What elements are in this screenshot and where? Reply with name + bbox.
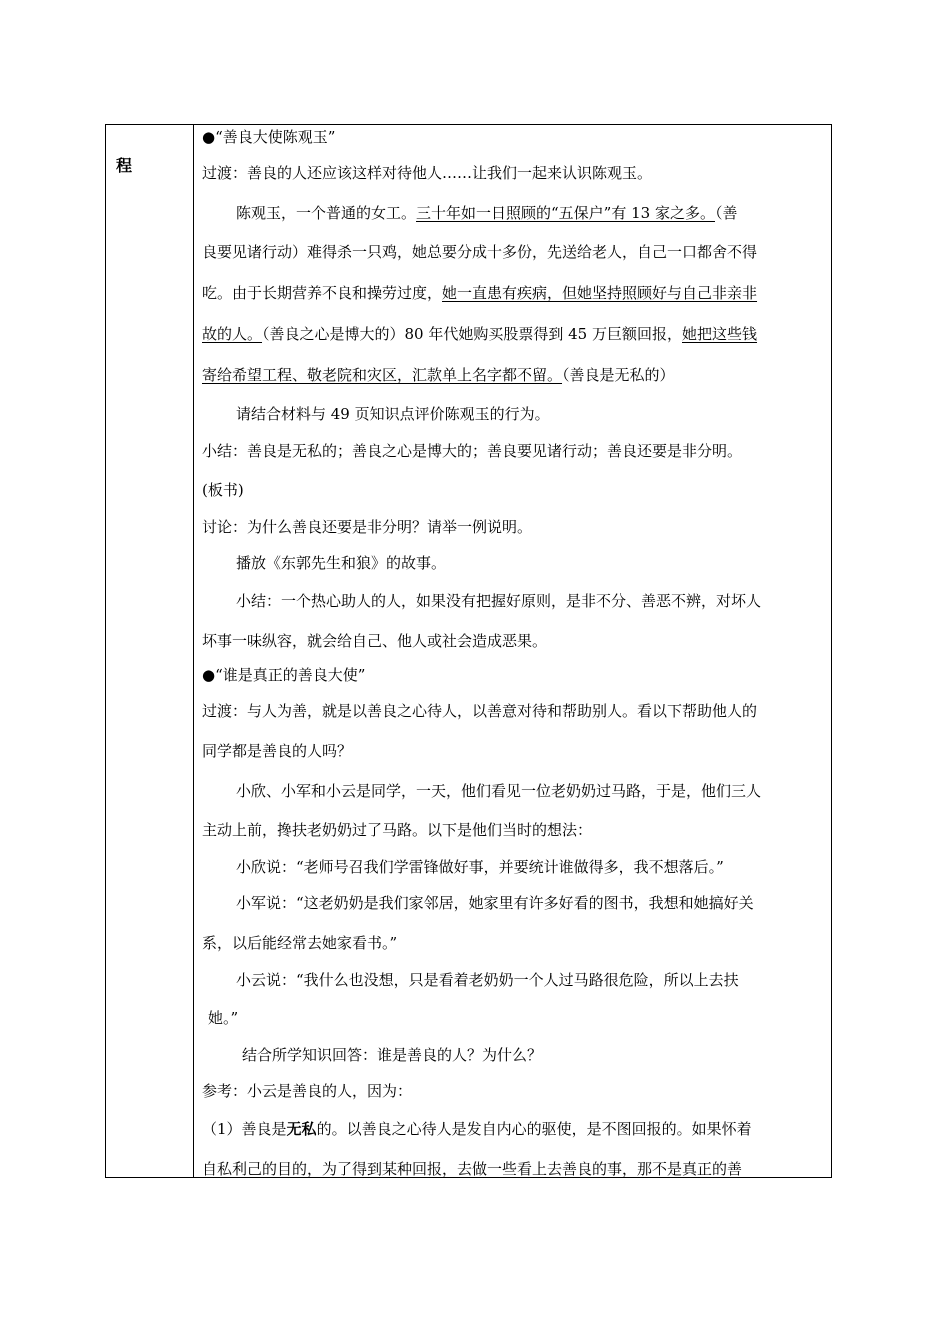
underlined-text: 寄给希望工程、敬老院和灾区，汇款单上名字都不留。 <box>202 366 563 384</box>
text-line: 良要见诸行动）难得杀一只鸡，她总要分成十多份，先送给老人，自己一口都舍不得 <box>202 243 758 261</box>
row-label: 程 <box>116 156 133 175</box>
text-line: 播放《东郭先生和狼》的故事。 <box>236 554 447 572</box>
text-line: 请结合材料与 49 页知识点评价陈观玉的行为。 <box>236 405 550 423</box>
text-line: 故的人。（善良之心是博大的）80 年代她购买股票得到 45 万巨额回报，她把这些钱 <box>202 325 758 343</box>
question-line: 结合所学知识回答：谁是善良的人？为什么？ <box>242 1046 543 1064</box>
text-line: 吃。由于长期营养不良和操劳过度，她一直患有疾病，但她坚持照顾好与自己非亲非 <box>202 284 758 302</box>
text-line: 主动上前，搀扶老奶奶过了马路。以下是他们当时的想法： <box>202 821 593 839</box>
quote-line: 小欣说：“老师号召我们学雷锋做好事，并要统计谁做得多，我不想落后。” <box>236 858 724 876</box>
summary-line: 小结：善良是无私的；善良之心是博大的；善良要见诸行动；善良还要是非分明。 <box>202 442 743 460</box>
text-line: 小欣、小军和小云是同学，一天，他们看见一位老奶奶过马路，于是，他们三人 <box>236 782 762 800</box>
text-line: 系，以后能经常去她家看书。” <box>202 934 398 952</box>
quote-line: 小军说：“这老奶奶是我们家邻居，她家里有许多好看的图书，我想和她搞好关 <box>236 894 754 912</box>
text-line: （1）善良是无私的。以善良之心待人是发自内心的驱使，是不图回报的。如果怀着 <box>202 1120 752 1138</box>
underlined-text: 故的人。 <box>202 325 263 343</box>
quote-line: 小云说：“我什么也没想，只是看着老奶奶一个人过马路很危险，所以上去扶 <box>236 971 739 989</box>
lesson-table <box>105 124 832 1178</box>
answer-line: 参考：小云是善良的人，因为： <box>202 1082 413 1100</box>
text-line: 她。” <box>208 1009 239 1027</box>
discussion-line: 讨论：为什么善良还要是非分明？请举一例说明。 <box>202 518 533 536</box>
bold-text: 无私 <box>286 1120 317 1138</box>
text-line: 自私利己的目的，为了得到某种回报，去做一些看上去善良的事，那不是真正的善 <box>202 1160 743 1178</box>
column-divider <box>193 125 194 1177</box>
underlined-text: 她把这些钱 <box>682 325 758 343</box>
text-line: 同学都是善良的人吗？ <box>202 742 353 760</box>
text-line: 坏事一味纵容，就会给自己、他人或社会造成恶果。 <box>202 632 548 650</box>
text-line: 过渡：与人为善，就是以善良之心待人，以善意对待和帮助别人。看以下帮助他人的 <box>202 702 758 720</box>
underlined-text: 她一直患有疾病，但她坚持照顾好与自己非亲非 <box>442 284 758 302</box>
text-line: 陈观玉，一个普通的女工。三十年如一日照顾的“五保户”有 13 家之多。（善 <box>236 204 738 222</box>
summary-line: 小结：一个热心助人的人，如果没有把握好原则，是非不分、善恶不辨，对坏人 <box>236 592 762 610</box>
text-line: 过渡：善良的人还应该这样对待他人……让我们一起来认识陈观玉。 <box>202 164 653 182</box>
text-line: 寄给希望工程、敬老院和灾区，汇款单上名字都不留。（善良是无私的） <box>202 366 675 384</box>
section-heading-chen: ●“善良大使陈观玉” <box>202 128 336 146</box>
section-heading-true-kindness: ●“谁是真正的善良大使” <box>202 666 366 684</box>
board-note: (板书) <box>202 481 244 499</box>
underlined-text: 三十年如一日照顾的“五保户”有 13 家之多。 <box>416 204 715 222</box>
